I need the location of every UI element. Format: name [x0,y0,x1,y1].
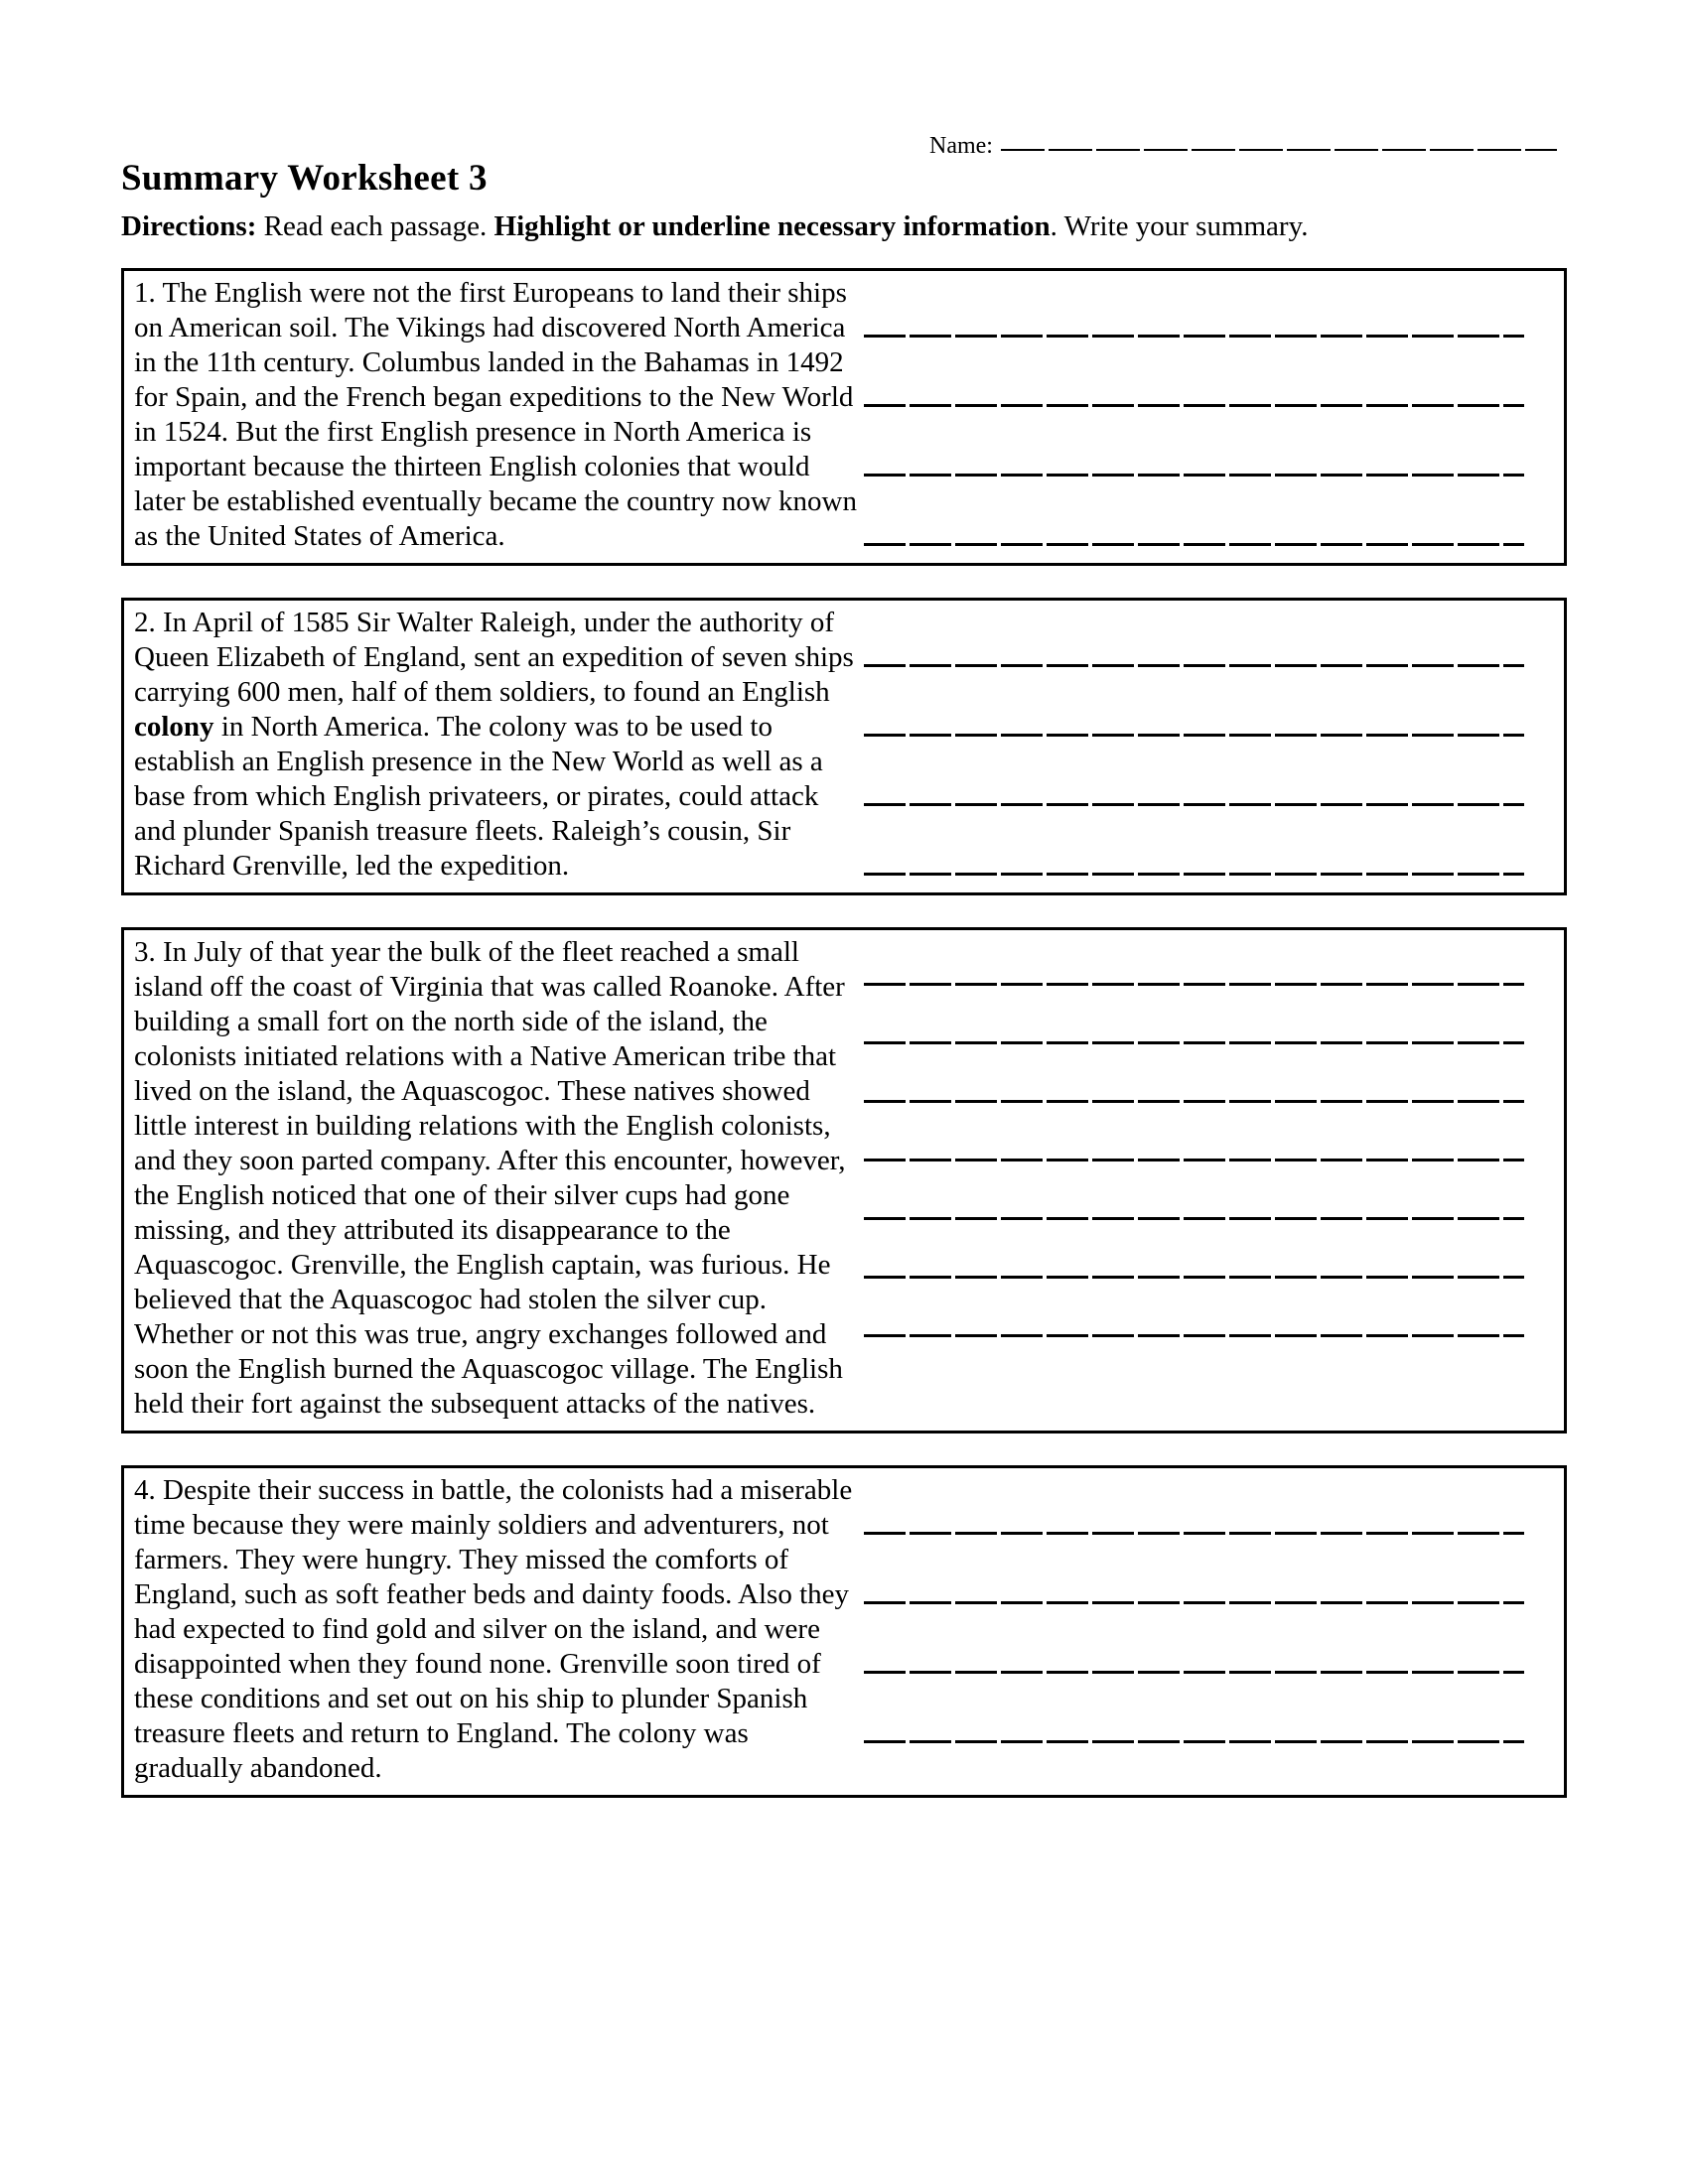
summary-line-slot [864,1284,1524,1342]
summary-blank-line [864,873,1524,876]
passage-box-1 [121,268,1567,566]
name-blank-line [1001,149,1557,151]
summary-blank-line [864,1276,1524,1279]
summary-blank-line [864,1100,1524,1103]
passage-segment: 3. In July of that year the bulk of the fleet reached a small island off the coast of Virginia that was called Roanoke. After building a small fort on the north side of the island, the colonists initiated relations with a Native American tribe that lived on the island, the Aquascogoc. These natives showed little interest in building relations with the English colonists, and they soon parted company. After this encounter, however, the English noticed that one of their silver cups had gone missing, and they attributed its disappearance to the Aquascogoc. Grenville, the English captain, was furious. He believed that the Aquascogoc had stolen the silver cup. Whether or not this was true, angry exchanges followed and soon the English burned the Aquascogoc village. The English held their fort against the subsequent attacks of the natives. [134,936,846,1420]
summary-blank-line [864,734,1524,737]
passage-segment: in North America. The colony was to be used to establish an English presence in the New World as well as a base from which English privateers, or pirates, could attack and plunder Spanish treasure fleets. Raleigh’s cousin, Sir Richard Grenville, led the expedition. [134,711,823,882]
summary-blank-line [864,1740,1524,1743]
summary-blank-line [864,664,1524,667]
summary-blank-line [864,1159,1524,1161]
summary-blank-line [864,1532,1524,1535]
summary-blank-line [864,983,1524,986]
passage-text [124,1468,864,1795]
passage-box-4 [121,1465,1567,1798]
passage-text [124,271,864,563]
summary-blank-line [864,1601,1524,1604]
summary-blank-line [864,404,1524,407]
summary-lines [864,271,1524,563]
passage-box-2 [121,598,1567,895]
summary-line-slot [864,481,1524,551]
summary-line-slot [864,991,1524,1049]
name-label: Name: [929,133,993,159]
summary-blank-line [864,543,1524,546]
summary-blank-line [864,803,1524,806]
worksheet-title: Summary Worksheet 3 [121,158,488,199]
summary-line-slot [864,1049,1524,1108]
summary-line-slot [864,1166,1524,1225]
passage-list [121,268,1567,1830]
summary-line-slot [864,342,1524,412]
passage-segment: 1. The English were not the first Europeans to land their ships on American soil. The Vikings had discovered North America in the 11th century. Columbus landed in the Bahamas in 1492 for Spain, and the French began expeditions to the New World in 1524. But the first English presence in North America is important because the thirteen English colonies that would later be established eventually became the country now known as the United States of America. [134,277,857,552]
directions-segment: Highlight or underline necessary information [493,210,1051,242]
summary-line-slot [864,811,1524,881]
summary-line-slot [864,1609,1524,1679]
summary-blank-line [864,474,1524,477]
passage-segment: 4. Despite their success in battle, the colonists had a miserable time because they were mainly soldiers and adventurers, not farmers. They were hungry. They missed the comforts of England, such as soft feather beds and dainty foods. Also they had expected to find gold and silver on the island, and were disappointed when they found none. Grenville soon tired of these conditions and set out on his ship to plunder Spanish treasure fleets and return to England. The colony was gradually abandoned. [134,1474,853,1784]
summary-blank-line [864,1671,1524,1674]
summary-line-slot [864,1470,1524,1540]
summary-lines [864,601,1524,892]
summary-line-slot [864,1679,1524,1748]
summary-line-slot [864,1108,1524,1166]
summary-line-slot [864,603,1524,672]
passage-text [124,930,864,1431]
summary-line-slot [864,932,1524,991]
directions-segment: Read each passage. [256,210,494,242]
summary-line-slot [864,1540,1524,1609]
summary-line-slot [864,1225,1524,1284]
summary-lines [864,930,1524,1431]
passage-text [124,601,864,892]
summary-blank-line [864,1334,1524,1337]
directions-text [121,210,1308,243]
directions-segment: Directions: [121,210,257,242]
directions-segment: . Write your summary. [1050,210,1309,242]
passage-segment: 2. In April of 1585 Sir Walter Raleigh, under the authority of Queen Elizabeth of England, sent an expedition of seven ships carrying 600 men, half of them soldiers, to found an English [134,607,854,708]
summary-line-slot [864,273,1524,342]
passage-segment: colony [134,711,214,743]
summary-line-slot [864,742,1524,811]
summary-blank-line [864,1041,1524,1044]
summary-line-slot [864,412,1524,481]
summary-line-slot [864,672,1524,742]
summary-blank-line [864,335,1524,338]
passage-box-3 [121,927,1567,1433]
summary-lines [864,1468,1524,1795]
name-field-row [929,133,1557,160]
summary-blank-line [864,1217,1524,1220]
